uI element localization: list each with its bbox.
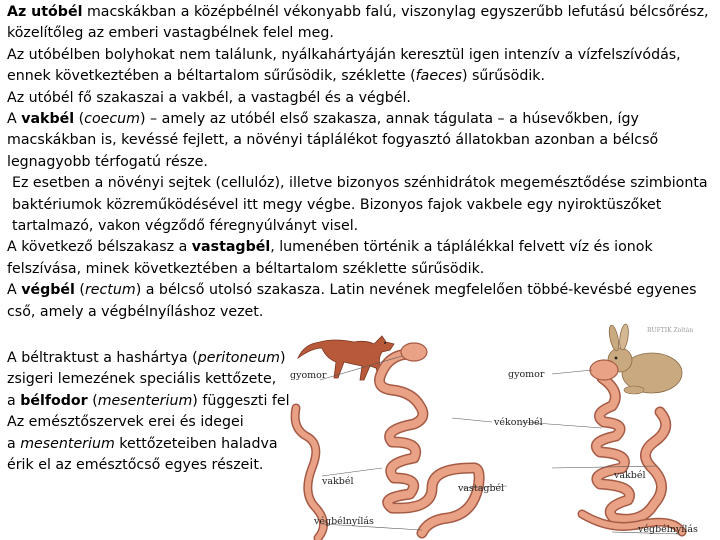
paragraph-5 (7, 173, 713, 237)
text-run: peritoneum (197, 350, 281, 366)
rabbit-illustration (607, 324, 682, 394)
text-run: coecum (84, 111, 140, 128)
text-run: zsigeri lemezének speciális kettőzete, (7, 371, 277, 388)
label-vekonybel: vékonybél (494, 417, 543, 428)
text-run: vakbél (21, 111, 75, 128)
fox-stomach (401, 343, 427, 361)
text-run: Az emésztőszervek erei és idegei (7, 414, 244, 431)
paragraph-3 (7, 88, 713, 109)
text-run: mesenterium (97, 392, 193, 409)
text-run: A (7, 282, 22, 299)
text-run: vastagbél (191, 239, 271, 256)
text-run: Az utóbél (7, 4, 83, 20)
digestive-tract-figure (282, 318, 720, 540)
lower-line-1 (7, 348, 307, 369)
label-vegbelnyilas-fox: végbélnyílás (314, 516, 374, 527)
text-run: mesenterium (20, 435, 115, 452)
paragraph-1 (7, 2, 713, 45)
text-run: rectum (84, 282, 136, 299)
text-run: Az utóbél fő szakaszai a vakbél, a vastagbél és a végbél. (7, 89, 411, 106)
text-run: ( (87, 392, 98, 409)
text-run: macskákban a középbélnél vékonyabb falú, viszonylag egyszerűbb lefutású bélcsőrész, közelítőleg az emberi vastagbélnek felel meg. (7, 4, 709, 42)
paragraph-4 (7, 109, 713, 173)
text-run: kettőzeteiben haladva (114, 435, 278, 452)
text-run: a (7, 392, 21, 409)
text-run: ) függeszti fel (192, 392, 290, 409)
lower-line-3 (7, 391, 307, 412)
label-vegbelnyilas-rabbit: végbélnyílás (638, 524, 698, 535)
text-run: végbél (21, 282, 75, 299)
mesenterium-text (7, 348, 307, 476)
text-run: A (7, 111, 22, 128)
text-run: ) – amely az utóbél első szakasza, annak tágulata – a húsevőkben, így macskákban is, kevéssé fejlett, a növényi táplálékot fogyasztó állatokban azonban a bélcső legnagyobb térfogatú része. (7, 111, 659, 170)
label-vakbel-fox: vakbél (322, 476, 354, 487)
fox-intestine (295, 354, 479, 538)
label-vakbel-rabbit: vakbél (614, 470, 646, 481)
paragraph-2 (7, 45, 713, 88)
text-run: ) a bélcső utolsó szakasza. Latin nevének megfelelően többé-kevésbé egyenes cső, amely a végbélnyíláshoz vezet. (7, 282, 697, 320)
label-vastagbel: vastagbél (458, 483, 505, 494)
text-run: a (7, 435, 21, 452)
label-gyomor-rabbit: gyomor (508, 369, 545, 380)
text-run: ( (74, 111, 85, 128)
text-run: , lumenében történik a táplálékkal felvett víz és ionok felszívása, minek következtében a béltartalom széklette sűrűsödik. (7, 239, 653, 277)
lower-line-4 (7, 412, 307, 433)
text-run: bélfodor (20, 392, 88, 409)
paragraph-6 (7, 237, 713, 280)
text-run: érik el az emésztőcső egyes részeit. (7, 457, 264, 474)
lower-line-2 (7, 369, 307, 390)
text-run: A következő bélszakasz a (7, 239, 192, 256)
figure-credit: RUFTIK Zoltán (647, 327, 694, 334)
label-gyomor-fox: gyomor (290, 370, 327, 381)
paragraph-7 (7, 280, 713, 323)
text-run: ) sűrűsödik. (462, 68, 545, 85)
text-run: ) (280, 350, 286, 366)
text-run: Ez esetben a növényi sejtek (cellulóz), illetve bizonyos szénhidrátok megemésztődése szimbionta baktériumok közreműködésével itt megy végbe. Bizonyos fajok vakbele egy nyiroktüszőket tartalmazó, vakon végződő féregnyúlványt visel. (12, 175, 708, 235)
text-run: Az utóbélben bolyhokat nem találunk, nyálkahártyáján keresztül igen intenzív a vízfelszívódás, ennek következtében a béltartalom sűrűsödik, széklette ( (7, 46, 681, 85)
text-run: faeces (415, 68, 462, 85)
text-run: ( (74, 282, 85, 299)
lower-line-6 (7, 455, 307, 476)
main-text (7, 2, 713, 323)
text-run: A béltraktust a hashártya ( (7, 350, 198, 366)
lower-line-5 (7, 434, 307, 455)
